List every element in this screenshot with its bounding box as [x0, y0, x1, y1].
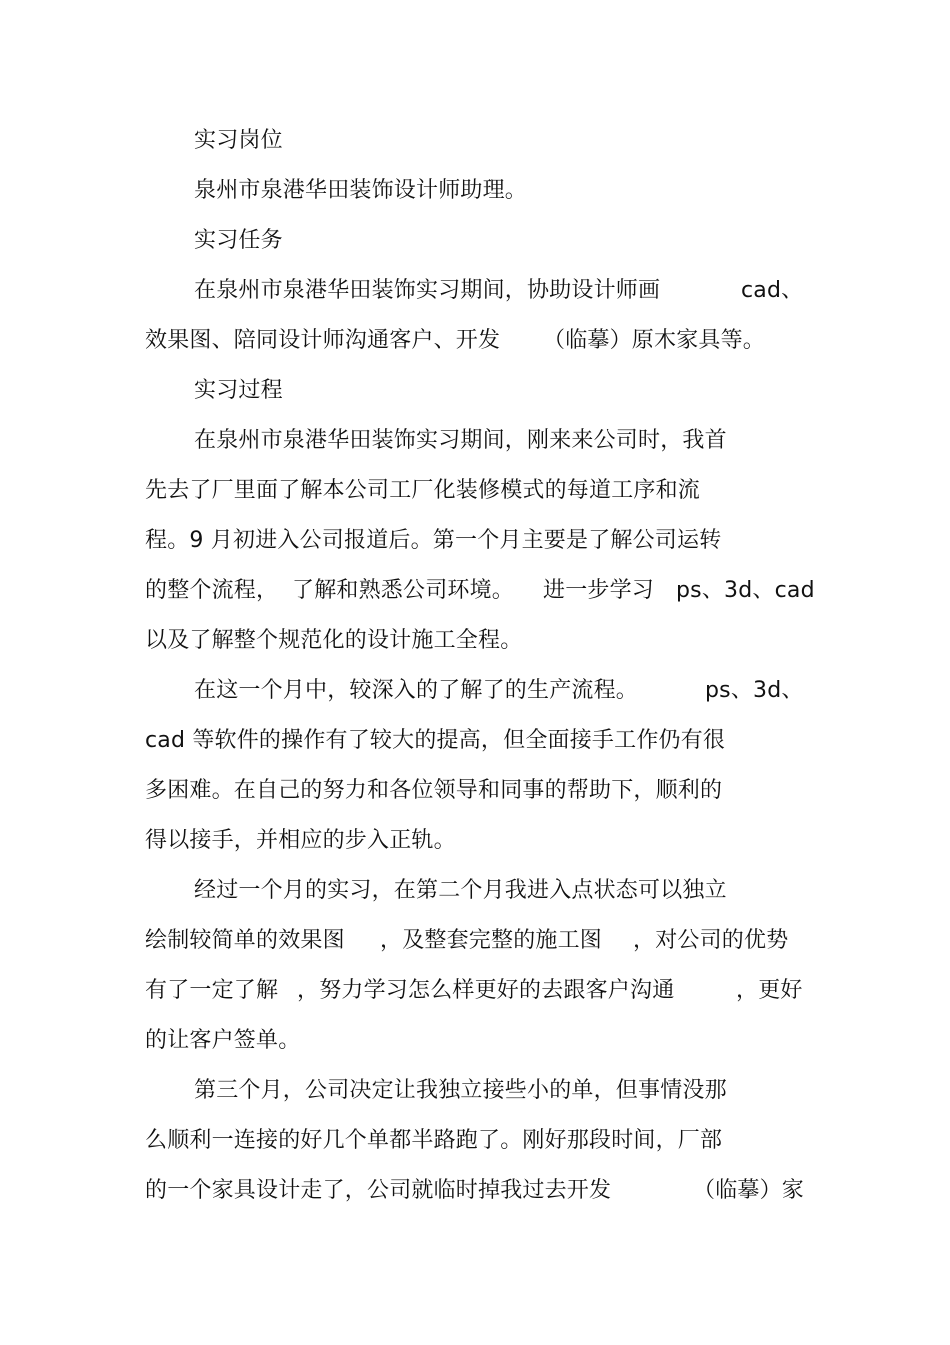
text-segment: 绘制较简单的效果图 [145, 928, 345, 953]
text-line: 得以接手，并相应的步入正轨。 [145, 828, 456, 853]
text-segment: 了解和熟悉公司环境。 [292, 578, 515, 603]
text-line: 先去了厂里面了解本公司工厂化装修模式的每道工序和流 [145, 478, 701, 503]
text-line: 的让客户签单。 [145, 1028, 301, 1053]
text-line: 第三个月，公司决定让我独立接些小的单，但事情没那 [194, 1078, 727, 1103]
text-segment: （临摹）原木家具等。 [543, 328, 766, 353]
text-line: cad 等软件的操作有了较大的提高，但全面接手工作仍有很 [145, 728, 726, 753]
text-segment: 效果图、陪同设计师沟通客户、开发 [145, 328, 501, 353]
text-segment: 有了一定了解 [145, 978, 279, 1003]
text-segment: cad、 [741, 278, 804, 303]
text-line: 程。9 月初进入公司报道后。第一个月主要是了解公司运转 [145, 528, 722, 553]
text-line: 实习任务 [194, 228, 283, 253]
text-segment: 在泉州市泉港华田装饰实习期间，协助设计师画 [194, 278, 661, 303]
text-segment: ps、3d、cad [676, 578, 815, 603]
text-line: 实习岗位 [194, 128, 283, 153]
text-segment: （临摹）家 [693, 1178, 805, 1203]
text-segment: 的整个流程， [145, 578, 279, 603]
text-line: 泉州市泉港华田装饰设计师助理。 [194, 178, 528, 203]
text-line: 实习过程 [194, 378, 283, 403]
text-segment: ，对公司的优势 [633, 928, 789, 953]
text-line: 以及了解整个规范化的设计施工全程。 [145, 628, 523, 653]
text-line: 么顺利一连接的好几个单都半路跑了。刚好那段时间，厂部 [145, 1128, 723, 1153]
text-line: 多困难。在自己的努力和各位领导和同事的帮助下，顺利的 [145, 778, 723, 803]
text-line: 经过一个月的实习，在第二个月我进入点状态可以独立 [194, 878, 727, 903]
text-segment: 的一个家具设计走了，公司就临时掉我过去开发 [145, 1178, 612, 1203]
text-segment: 进一步学习 [543, 578, 655, 603]
text-segment: ps、3d、 [705, 678, 804, 703]
text-line: 在泉州市泉港华田装饰实习期间，刚来来公司时，我首 [194, 428, 727, 453]
text-segment: ，更好 [736, 978, 803, 1003]
text-segment: 在这一个月中，较深入的了解了的生产流程。 [194, 678, 639, 703]
text-segment: ，努力学习怎么样更好的去跟客户沟通 [297, 978, 675, 1003]
text-segment: ，及整套完整的施工图 [380, 928, 603, 953]
